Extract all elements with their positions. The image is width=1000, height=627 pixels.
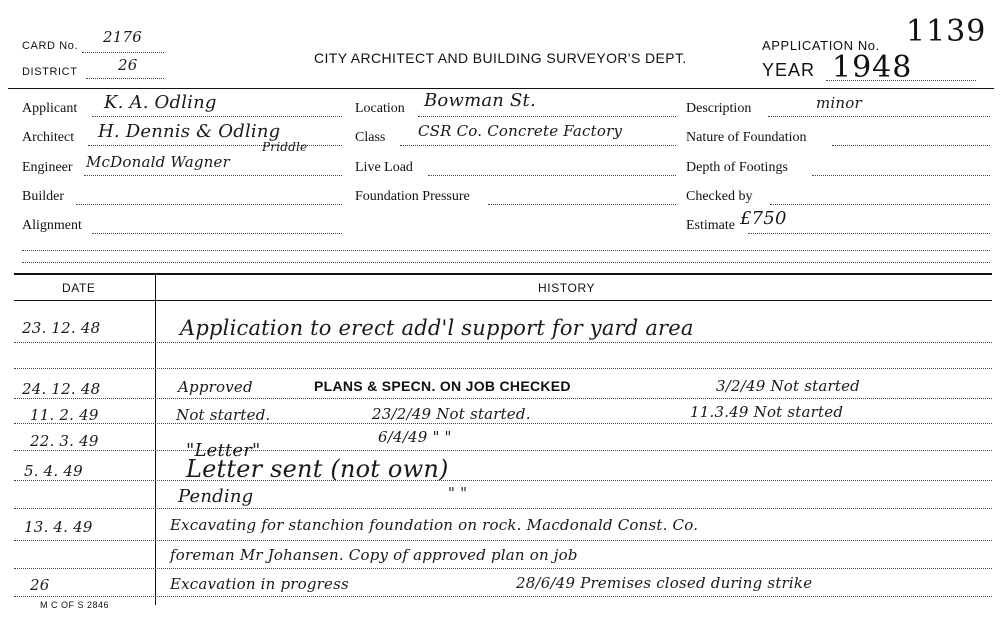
row-line [14, 398, 992, 399]
application-value: 1139 [906, 14, 987, 49]
history-entry: foreman Mr Johansen. Copy of approved plan on job [170, 546, 578, 564]
history-entry-extra: 6/4/49 " " [378, 428, 452, 446]
year-label: YEAR [762, 60, 816, 80]
estimate-value: £750 [740, 208, 787, 229]
row-line [14, 450, 992, 451]
estimate-label: Estimate [686, 218, 735, 233]
engineer-label: Engineer [22, 160, 73, 175]
applicant-line [92, 116, 342, 117]
row-line [14, 342, 992, 343]
depth-of-footings-label: Depth of Footings [686, 160, 788, 175]
history-date: 5. 4. 49 [24, 462, 83, 480]
depth-of-footings-line [812, 175, 990, 176]
history-entry: Application to erect add'l support for yard area [180, 316, 694, 340]
alignment-line [92, 233, 342, 234]
class-value: CSR Co. Concrete Factory [418, 122, 623, 140]
engineer-value: McDonald Wagner [86, 153, 230, 171]
applicant-label: Applicant [22, 101, 78, 116]
row-line [14, 508, 992, 509]
history-date: 23. 12. 48 [22, 319, 101, 337]
engineer-line [84, 175, 342, 176]
live-load-line [428, 175, 676, 176]
description-value: minor [816, 94, 862, 112]
estimate-line [748, 233, 990, 234]
district-value: 26 [118, 56, 138, 74]
history-entry: Pending [178, 486, 254, 507]
history-date: 24. 12. 48 [22, 380, 101, 398]
history-entry: Approved [178, 378, 253, 396]
department-title: CITY ARCHITECT AND BUILDING SURVEYOR'S DEPT. [314, 50, 687, 66]
row-line [14, 368, 992, 369]
architect-value: H. Dennis & Odling [98, 121, 281, 142]
fields-guide-line-1 [22, 250, 990, 251]
class-line [400, 145, 676, 146]
builder-line [76, 204, 342, 205]
fields-guide-line-2 [22, 262, 990, 263]
history-entry: Not started. [176, 406, 271, 424]
plans-checked-stamp: PLANS & SPECN. ON JOB CHECKED [314, 378, 571, 394]
live-load-label: Live Load [355, 160, 413, 175]
district-line [86, 78, 164, 79]
applicant-value: K. A. Odling [104, 92, 217, 113]
history-entry-extra: 3/2/49 Not started [716, 377, 860, 395]
checked-by-label: Checked by [686, 189, 753, 204]
year-value: 1948 [832, 50, 913, 85]
row-line [14, 423, 992, 424]
nature-of-foundation-label: Nature of Foundation [686, 130, 807, 145]
location-value: Bowman St. [424, 90, 536, 111]
history-date: 13. 4. 49 [24, 518, 93, 536]
location-label: Location [355, 101, 405, 116]
history-top-rule [14, 273, 992, 275]
alignment-label: Alignment [22, 218, 82, 233]
card-no-line [82, 52, 164, 53]
foundation-pressure-label: Foundation Pressure [355, 189, 470, 204]
history-date: 22. 3. 49 [30, 432, 99, 450]
header-rule [8, 88, 994, 89]
card-no-value: 2176 [103, 28, 142, 46]
foundation-pressure-line [488, 204, 676, 205]
description-line [768, 116, 990, 117]
history-entry: Excavating for stanchion foundation on rock. Macdonald Const. Co. [170, 516, 699, 534]
row-line [14, 568, 992, 569]
application-label: APPLICATION No. [762, 38, 880, 53]
history-date: 11. 2. 49 [30, 406, 99, 424]
history-entry-extra: 28/6/49 Premises closed during strike [516, 574, 813, 592]
location-line [418, 116, 676, 117]
engineer-extra-value: Priddle [262, 140, 308, 154]
date-header: DATE [62, 281, 96, 295]
history-entry: "Letter" [186, 440, 261, 461]
card-no-label: CARD No. [22, 40, 79, 52]
history-entry-extra: " " [448, 484, 468, 502]
checked-by-line [770, 204, 990, 205]
row-line [14, 480, 992, 481]
history-entry-extra: 11.3.49 Not started [690, 403, 844, 421]
history-column-divider [155, 273, 156, 605]
history-entry: Letter sent (not own) [186, 455, 449, 483]
description-label: Description [686, 101, 752, 116]
history-date: 26 [30, 576, 50, 594]
district-label: DISTRICT [22, 66, 78, 78]
builder-label: Builder [22, 189, 64, 204]
row-line [14, 596, 992, 597]
history-header: HISTORY [538, 281, 596, 295]
row-line [14, 540, 992, 541]
architect-label: Architect [22, 130, 75, 145]
history-entry: Excavation in progress [170, 575, 349, 593]
history-header-rule [14, 300, 992, 301]
class-label: Class [355, 130, 386, 145]
form-code: M C OF S 2846 [40, 600, 110, 610]
history-entry-extra: 23/2/49 Not started. [372, 405, 531, 423]
nature-of-foundation-line [832, 145, 990, 146]
